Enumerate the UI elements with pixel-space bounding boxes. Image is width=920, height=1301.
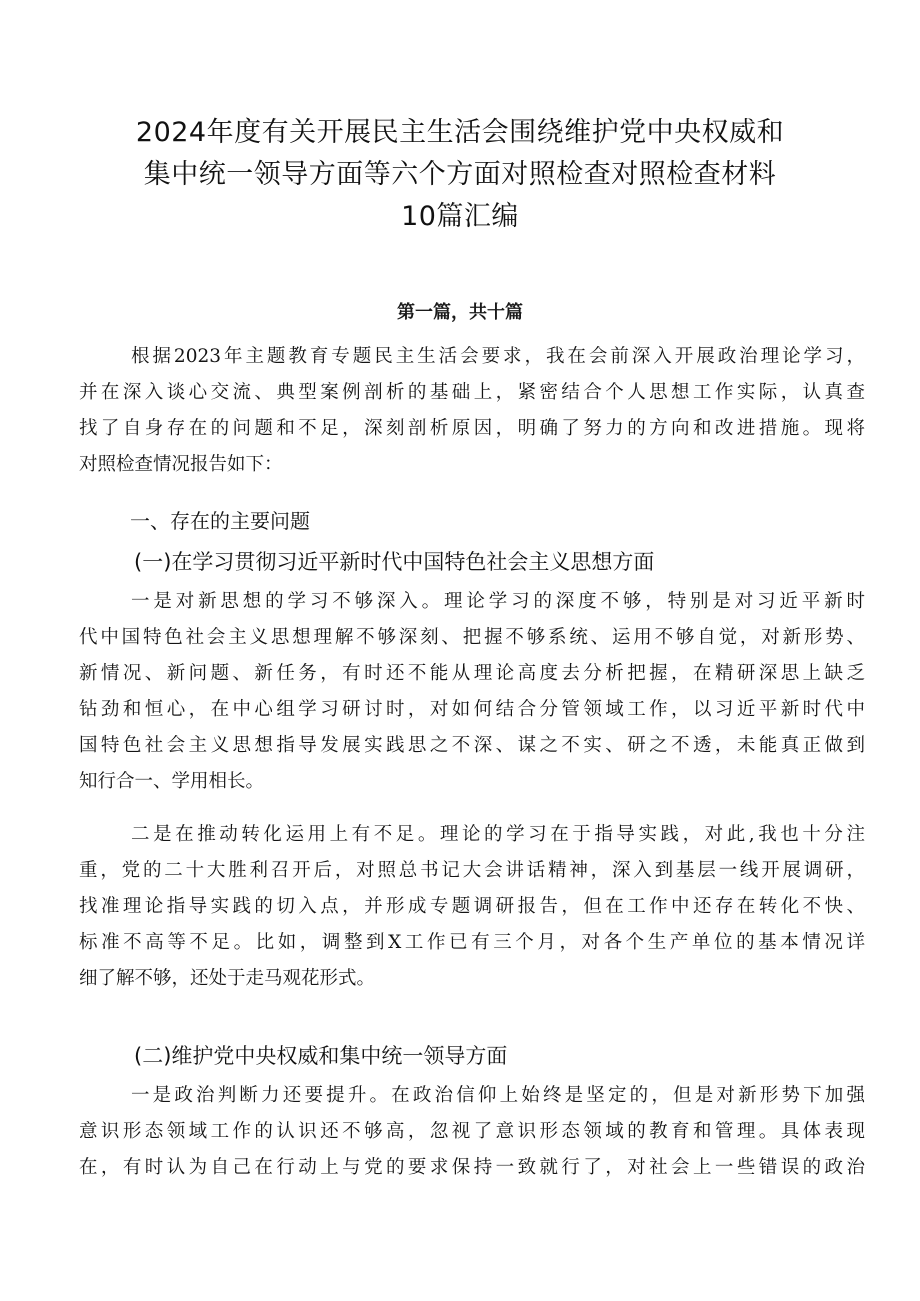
subsection-heading: (二)维护党中央权威和集中统一领导方面 [134, 1044, 508, 1068]
title-line: 10篇汇编 [401, 201, 519, 232]
intro-paragraph [79, 339, 865, 483]
text-line: 对照检查情况报告如下： [79, 454, 283, 475]
text-line: 知行合一、学用相长。 [79, 771, 265, 792]
text-line: 一是政治判断力还要提升。在政治信仰上始终是坚定的，但是对新形势下加强 [131, 1085, 865, 1106]
title-line: 2024年度有关开展民主生活会围绕维护党中央权威和 [135, 117, 785, 148]
text-line: 根据2023年主题教育专题民主生活会要求，我在会前深入开展政治理论学习， [131, 346, 865, 367]
text-line: 一是对新思想的学习不够深入。理论学习的深度不够，特别是对习近平新时 [131, 591, 865, 612]
section-heading: 一、存在的主要问题 [130, 509, 310, 533]
text-line: 并在深入谈心交流、典型案例剖析的基础上，紧密结合个人思想工作实际，认真查 [79, 382, 865, 403]
paragraph [79, 817, 865, 997]
paragraph [79, 1078, 865, 1186]
text-line: 钻劲和恒心，在中心组学习研讨时，对如何结合分管领域工作，以习近平新时代中 [79, 699, 865, 720]
text-line: 在，有时认为自己在行动上与党的要求保持一致就行了，对社会上一些错误的政治 [79, 1157, 865, 1178]
text-line: 标准不高等不足。比如，调整到X工作已有三个月，对各个生产单位的基本情况详 [79, 932, 865, 953]
text-line: 意识形态领域工作的认识还不够高，忽视了意识形态领域的教育和管理。具体表现 [79, 1121, 865, 1142]
text-line: 细了解不够，还处于走马观花形式。 [79, 968, 376, 989]
title-line: 集中统一领导方面等六个方面对照检查对照检查材料 [143, 159, 777, 190]
document-subtitle: 第一篇，共十篇 [397, 302, 523, 323]
text-line: 二是在推动转化运用上有不足。理论的学习在于指导实践，对此,我也十分注 [131, 824, 865, 845]
subsection-heading: (一)在学习贯彻习近平新时代中国特色社会主义思想方面 [134, 550, 655, 574]
text-line: 找准理论指导实践的切入点，并形成专题调研报告，但在工作中还存在转化不快、 [79, 896, 865, 917]
text-line: 重，党的二十大胜利召开后，对照总书记大会讲话精神，深入到基层一线开展调研， [79, 860, 865, 881]
paragraph [79, 584, 865, 800]
text-line: 国特色社会主义思想指导发展实践思之不深、谋之不实、研之不透，未能真正做到 [79, 735, 865, 756]
text-line: 新情况、新问题、新任务，有时还不能从理论高度去分析把握，在精研深思上缺乏 [79, 663, 865, 684]
text-line: 代中国特色社会主义思想理解不够深刻、把握不够系统、运用不够自觉，对新形势、 [79, 627, 865, 648]
text-line: 找了自身存在的问题和不足，深刻剖析原因，明确了努力的方向和改进措施。现将 [79, 418, 865, 439]
document-title [60, 112, 860, 238]
